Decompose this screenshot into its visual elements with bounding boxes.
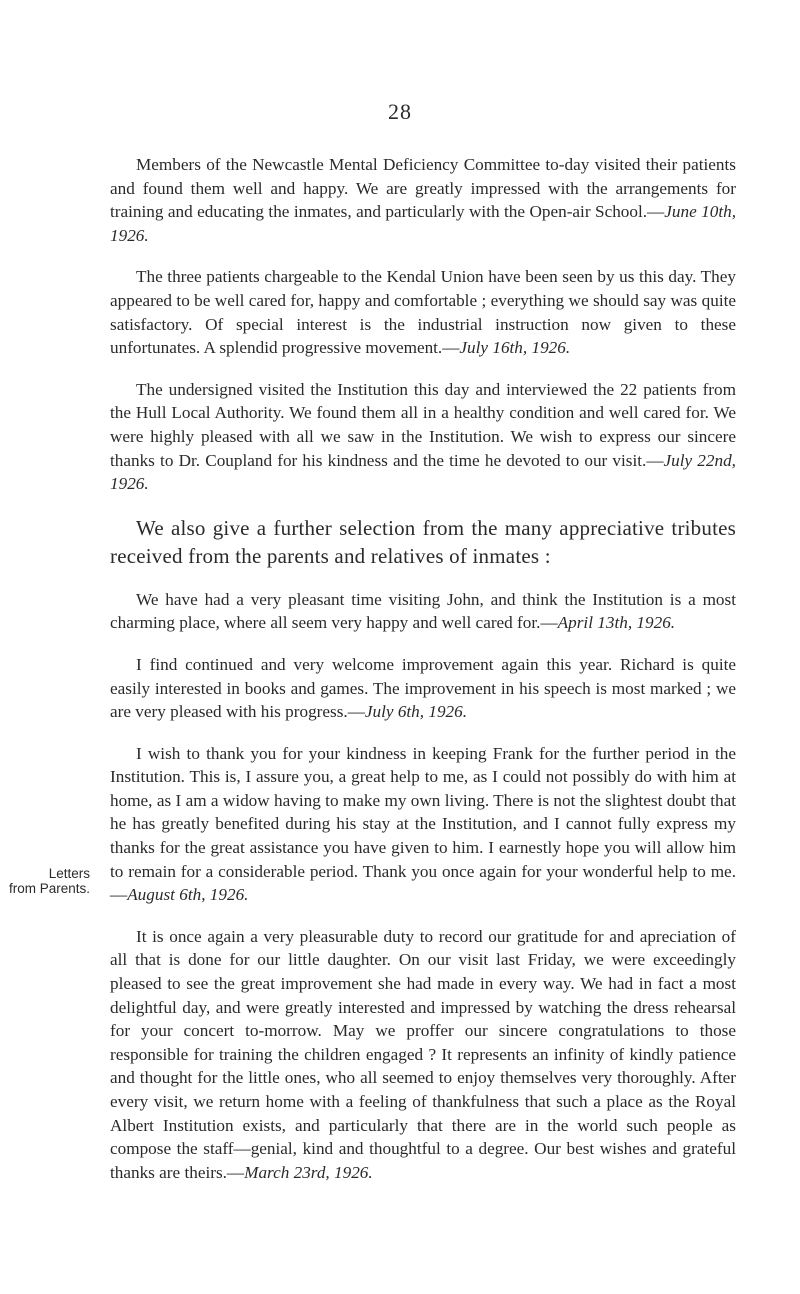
note-date: July 22nd, 1926. [110,450,736,494]
visitor-note-newcastle: Members of the Newcastle Mental Deficiency Committee to-day visited their patients and found them well and happy. We are greatly impressed with the arrangements for training and educating the inmates, and particularly with the Open-air School.—June 10th, 1926. [110,155,736,245]
letter-date: April 13th, 1926. [557,613,676,633]
letter-date: July 6th, 1926. [364,702,468,722]
note-date: June 10th, 1926. [110,202,736,245]
margin-note-line-2: from Parents. [8,881,90,896]
margin-note [6,866,90,896]
visitor-note-kendal: The three patients chargeable to the Kendal Union have been seen by us this day. They appeared to be well cared for, happy and comfortable ; everything we should say was quite satisfactory. Of special interest is the industrial instruction now given to these unfortunates. A splendid progressive movement.—July 16th, 1926. [110,267,736,358]
note-date: July 16th, 1926. [459,338,571,358]
page-number: 28 [388,99,412,124]
letter-date: August 6th, 1926. [127,885,249,905]
letters-intro: We also give a further selection from the many appreciative tributes received from the parents and relatives of inmates : [110,515,736,568]
letter-john: We have had a very pleasant time visiting John, and think the Institution is a most charming place, where all seem very happy and well cared for.—April 13th, 1926. [110,589,736,633]
margin-note-line-1: Letters [48,866,90,881]
visitor-note-hull: The undersigned visited the Institution this day and interviewed the 22 patients from the Hull Local Authority. We found them all in a healthy condition and well cared for. We were highly pleased with all we saw in the Institution. We wish to express our sincere thanks to Dr. Coupland for his kindness and the time he devoted to our visit.—July 22nd, 1926. [110,379,736,494]
letter-daughter: It is once again a very pleasurable duty to record our gratitude for and apreciation of all that is done for our little daughter. On our visit last Friday, we were exceedingly pleased to see the great improvement she had made in every way. We had in fact a most delightful day, and were greatly interested and impressed by watching the dress rehearsal for your concert to-morrow. May we proffer our sincere congratulations to those responsible for training the children engaged ? It represents an infinity of kindly patience and thought for the little ones, who all seemed to enjoy themselves very thoroughly. After every visit, we return home with a feeling of thankfulness that such a place as the Royal Albert Institution exists, and particularly that there are in the world such people as compose the staff—genial, kind and thoughtful to a degree. Our best wishes and grateful thanks are theirs.—March 23rd, 1926. [110,926,736,1182]
letter-richard: I find continued and very welcome improvement again this year. Richard is quite easily interested in books and games. The improvement in his speech is most marked ; we are very pleased with his progress.—July 6th, 1926. [110,654,736,722]
page-body [110,153,736,1184]
letter-date: March 23rd, 1926. [244,1162,373,1182]
letter-frank: I wish to thank you for your kindness in keeping Frank for the further period in the Institution. This is, I assure you, a great help to me, as I could not possibly do with him at home, as I am a widow having to make my own living. There is not the slightest doubt that he has greatly benefited during his stay at the Institution, and I cannot fully express my thanks for the great assistance you have given to him. I earnestly hope you will allow him to remain for a considerable period. Thank you once again for your wonderful help to me.—August 6th, 1926. [110,743,736,905]
